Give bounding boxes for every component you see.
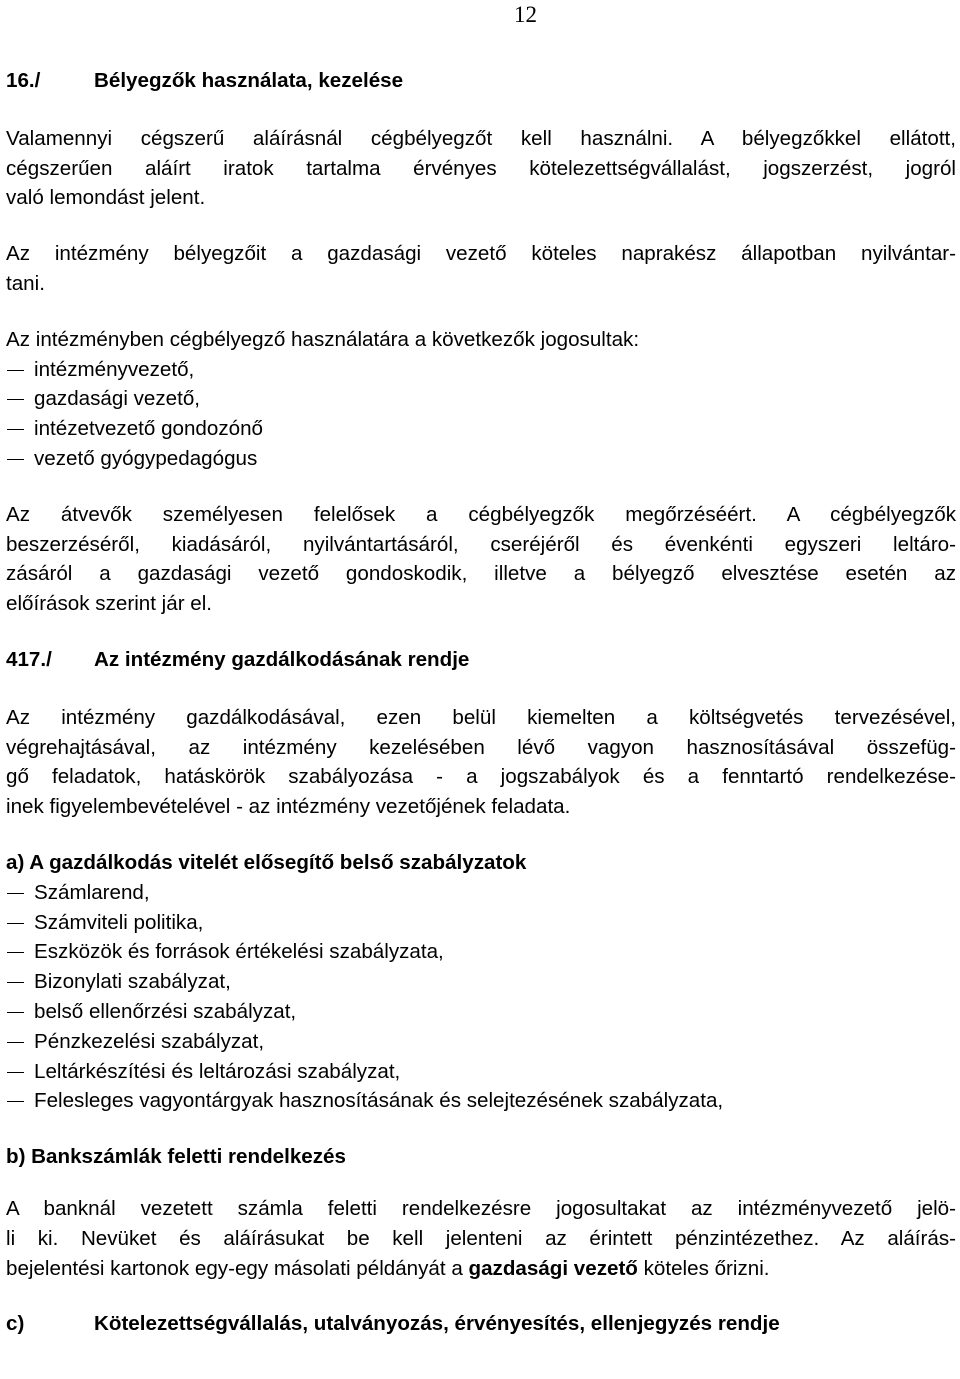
- list-item: gazdasági vezető,: [6, 384, 956, 414]
- document-page: [6, 66, 956, 1339]
- paragraph-bank-accounts: [6, 1194, 956, 1283]
- text-line: li ki. Nevüket és aláírásukat be kell jelenteni az érintett pénzintézethez. Az aláírás-: [6, 1226, 956, 1250]
- section-number: 16./: [6, 69, 41, 92]
- text-line: Az intézmény bélyegzőit a gazdasági vezető köteles naprakész állapotban nyilvántar-: [6, 242, 956, 266]
- text-line: végrehajtásával, az intézmény kezelésében lévő vagyon hasznosításával összefüg-: [6, 735, 956, 759]
- text-line: beszerzéséről, kiadásáról, nyilvántartásáról, cseréjéről és évenkénti egyszeri leltáro-: [6, 532, 956, 556]
- paragraph-authorized-intro: Az intézményben cégbélyegző használatára a következők jogosultak:: [6, 327, 640, 351]
- text-run: köteles őrizni.: [637, 1256, 770, 1280]
- list-item: Bizonylati szabályzat,: [6, 967, 956, 997]
- text-line: inek figyelembevételével - az intézmény vezetőjének feladata.: [6, 795, 571, 819]
- page-number: 12: [514, 2, 537, 27]
- list-item: intézményvezető,: [6, 355, 956, 385]
- list-item: vezető gyógypedagógus: [6, 444, 956, 474]
- paragraph-economic-management: [6, 703, 956, 822]
- subsection-a-heading: a) A gazdálkodás vitelét elősegítő belső szabályzatok: [6, 850, 527, 874]
- subsection-b-heading: b) Bankszámlák feletti rendelkezés: [6, 1145, 346, 1169]
- text-line: zásáról a gazdasági vezető gondoskodik, illetve a bélyegző elvesztése esetén az: [6, 562, 956, 586]
- list-item: intézetvezető gondozónő: [6, 414, 956, 444]
- list-item: belső ellenőrzési szabályzat,: [6, 997, 956, 1027]
- paragraph-responsibility: [6, 500, 956, 619]
- text-line: tani.: [6, 271, 45, 295]
- list-item: Eszközök és források értékelési szabályzata,: [6, 937, 956, 967]
- text-line: A banknál vezetett számla feletti rendelkezésre jogosultakat az intézményvezető jelö-: [6, 1196, 956, 1220]
- paragraph-stamp-registry: [6, 239, 956, 299]
- regulations-list: [6, 878, 956, 1116]
- text-line: Valamennyi cégszerű aláírásnál cégbélyegzőt kell használni. A bélyegzőkkel ellátott,: [6, 126, 956, 150]
- list-item: Leltárkészítési és leltározási szabályzat,: [6, 1057, 956, 1087]
- text-line: Az átvevők személyesen felelősek a cégbélyegzők megőrzéséért. A cégbélyegzők: [6, 502, 956, 526]
- bold-text-run: gazdasági vezető: [468, 1256, 638, 1280]
- subsection-c-heading: [6, 1309, 956, 1339]
- text-line: Az intézmény gazdálkodásával, ezen belül kiemelten a költségvetés tervezésével,: [6, 705, 956, 729]
- text-line: előírások szerint jár el.: [6, 592, 213, 616]
- text-line: való lemondást jelent.: [6, 186, 206, 210]
- section-title: Az intézmény gazdálkodásának rendje: [94, 647, 470, 671]
- list-item: Felesleges vagyontárgyak hasznosításának és selejtezésének szabályzata,: [6, 1086, 956, 1116]
- section-title: Kötelezettségvállalás, utalványozás, érvényesítés, ellenjegyzés rendje: [94, 1312, 780, 1336]
- section-17-heading: [6, 645, 956, 675]
- list-item: Pénzkezelési szabályzat,: [6, 1027, 956, 1057]
- list-item: Számlarend,: [6, 878, 956, 908]
- text-run: bejelentési kartonok egy-egy másolati példányát a: [6, 1256, 469, 1280]
- section-16-heading: [6, 66, 956, 96]
- text-line: cégszerűen aláírt iratok tartalma érvényes kötelezettségvállalást, jogszerzést, jogról: [6, 156, 956, 180]
- text-line: [6, 1254, 956, 1284]
- section-number: 417./: [6, 647, 52, 671]
- list-item: Számviteli politika,: [6, 908, 956, 938]
- text-line: gő feladatok, hatáskörök szabályozása - a jogszabályok és a fenntartó rendelkezése-: [6, 765, 956, 789]
- authorized-list: [6, 355, 956, 474]
- section-number: c): [6, 1312, 25, 1336]
- paragraph-stamp-usage: [6, 124, 956, 213]
- section-title: Bélyegzők használata, kezelése: [94, 69, 404, 92]
